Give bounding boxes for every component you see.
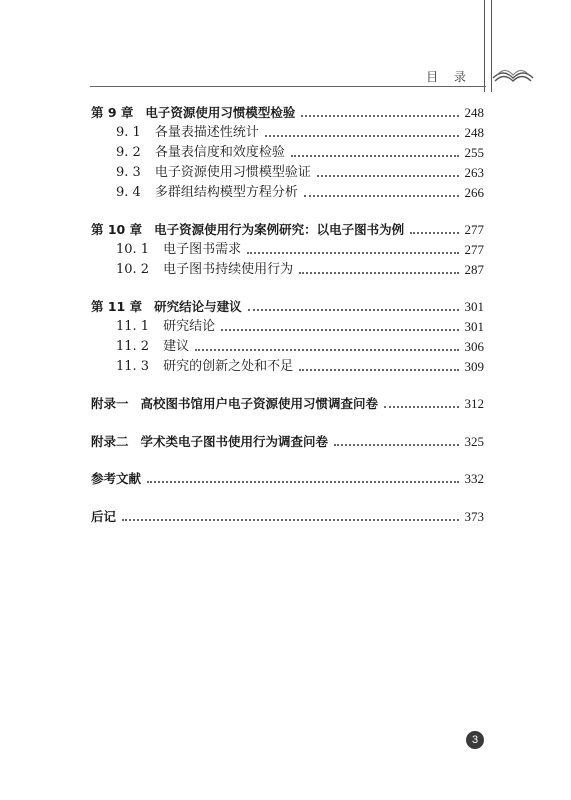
- toc-entry-page: 266: [464, 185, 484, 200]
- toc-chapter-entry[interactable]: [91, 467, 484, 487]
- toc-entry-number: 第 10 章: [91, 222, 143, 237]
- dot-leader: [221, 328, 458, 331]
- toc-entry-number: 附录二: [91, 434, 129, 449]
- toc-entry-page: 255: [464, 145, 484, 160]
- toc-entry-number: 9. 3: [116, 165, 141, 180]
- toc-entry-page: 301: [464, 319, 484, 334]
- dot-leader: [410, 231, 458, 234]
- toc-entry-page: 248: [464, 105, 484, 120]
- toc-chapter-entry[interactable]: [91, 505, 484, 525]
- toc-entry-title: 研究结论: [163, 319, 216, 334]
- toc-section-entry[interactable]: [91, 258, 484, 278]
- toc-entry-page: 306: [464, 339, 484, 354]
- toc-entry-number: 参考文献: [91, 471, 142, 486]
- dot-leader: [195, 348, 458, 351]
- toc-entry-page: 277: [464, 222, 484, 237]
- toc-chapter-entry[interactable]: [91, 430, 484, 450]
- dot-leader: [147, 480, 458, 483]
- dot-leader: [265, 134, 459, 137]
- toc-entry-title: 电子资源使用习惯模型检验: [145, 105, 296, 120]
- toc-entry-number: 9. 2: [116, 145, 141, 160]
- toc-chapter-entry[interactable]: [91, 392, 484, 412]
- toc-entry-page: 373: [464, 509, 484, 524]
- dot-leader: [304, 194, 459, 197]
- toc-entry-title: 学术类电子图书使用行为调查问卷: [140, 434, 329, 449]
- toc-section-entry[interactable]: [91, 161, 484, 181]
- dot-leader: [122, 518, 458, 521]
- toc-entry-title: 各量表信度和效度检验: [154, 145, 285, 160]
- dot-leader: [299, 368, 458, 371]
- toc-section-entry[interactable]: [91, 238, 484, 258]
- toc-section-entry[interactable]: [91, 141, 484, 161]
- dot-leader: [334, 443, 458, 446]
- toc-entry-page: 325: [464, 434, 484, 449]
- toc-entry-page: 277: [464, 242, 484, 257]
- toc-chapter-entry[interactable]: [91, 295, 484, 315]
- toc-section-entry[interactable]: [91, 181, 484, 201]
- toc-section-entry[interactable]: [91, 335, 484, 355]
- toc-entry-number: 11. 3: [116, 359, 150, 374]
- toc-entry-title: 高校图书馆用户电子资源使用习惯调查问卷: [140, 396, 379, 411]
- toc-entry-number: 10. 2: [116, 262, 150, 277]
- toc-entry-title: 电子资源使用行为案例研究：以电子图书为例: [154, 222, 405, 237]
- toc-entry-number: 第 11 章: [91, 299, 143, 314]
- toc-section-entry[interactable]: [91, 315, 484, 335]
- toc-entry-page: 263: [464, 165, 484, 180]
- header-rule: [90, 86, 486, 87]
- toc-entry-title: 研究结论与建议: [154, 299, 242, 314]
- toc-entry-number: 11. 1: [116, 319, 150, 334]
- toc-entry-title: 研究的创新之处和不足: [163, 359, 294, 374]
- toc-entry-number: 附录一: [91, 396, 129, 411]
- toc-chapter-entry[interactable]: [91, 218, 484, 238]
- toc-section-entry[interactable]: [91, 121, 484, 141]
- toc-entry-page: 287: [464, 262, 484, 277]
- toc-entry-page: 332: [464, 471, 484, 486]
- toc-entry-title: 电子图书需求: [163, 242, 242, 257]
- dot-leader: [248, 308, 459, 311]
- dot-leader: [317, 174, 459, 177]
- toc-entry-number: 9. 4: [116, 185, 141, 200]
- open-book-icon: [491, 62, 535, 84]
- margin-line-left: [484, 0, 485, 92]
- page-title: 目 录: [426, 70, 472, 84]
- toc-entry-number: 11. 2: [116, 339, 150, 354]
- dot-leader: [384, 405, 458, 408]
- toc-entry-number: 后记: [91, 509, 117, 524]
- toc-section-entry[interactable]: [91, 355, 484, 375]
- toc-chapter-entry[interactable]: [91, 101, 484, 121]
- dot-leader: [247, 251, 458, 254]
- toc-entry-title: 多群组结构模型方程分析: [154, 185, 298, 200]
- toc-entry-title: 建议: [163, 339, 190, 354]
- toc-entry-title: 电子图书持续使用行为: [163, 262, 294, 277]
- toc-entry-title: 各量表描述性统计: [154, 125, 259, 140]
- toc-entry-number: 9. 1: [116, 125, 141, 140]
- dot-leader: [301, 114, 458, 117]
- toc-entry-page: 309: [464, 359, 484, 374]
- page-number-badge: 3: [466, 731, 484, 749]
- toc-entry-title: 电子资源使用习惯模型验证: [154, 165, 311, 180]
- dot-leader: [299, 271, 458, 274]
- toc-entry-number: 第 9 章: [91, 105, 134, 120]
- toc-entry-page: 248: [464, 125, 484, 140]
- toc-entry-page: 312: [464, 396, 484, 411]
- toc-entry-number: 10. 1: [116, 242, 150, 257]
- toc-entry-page: 301: [464, 299, 484, 314]
- dot-leader: [291, 154, 459, 157]
